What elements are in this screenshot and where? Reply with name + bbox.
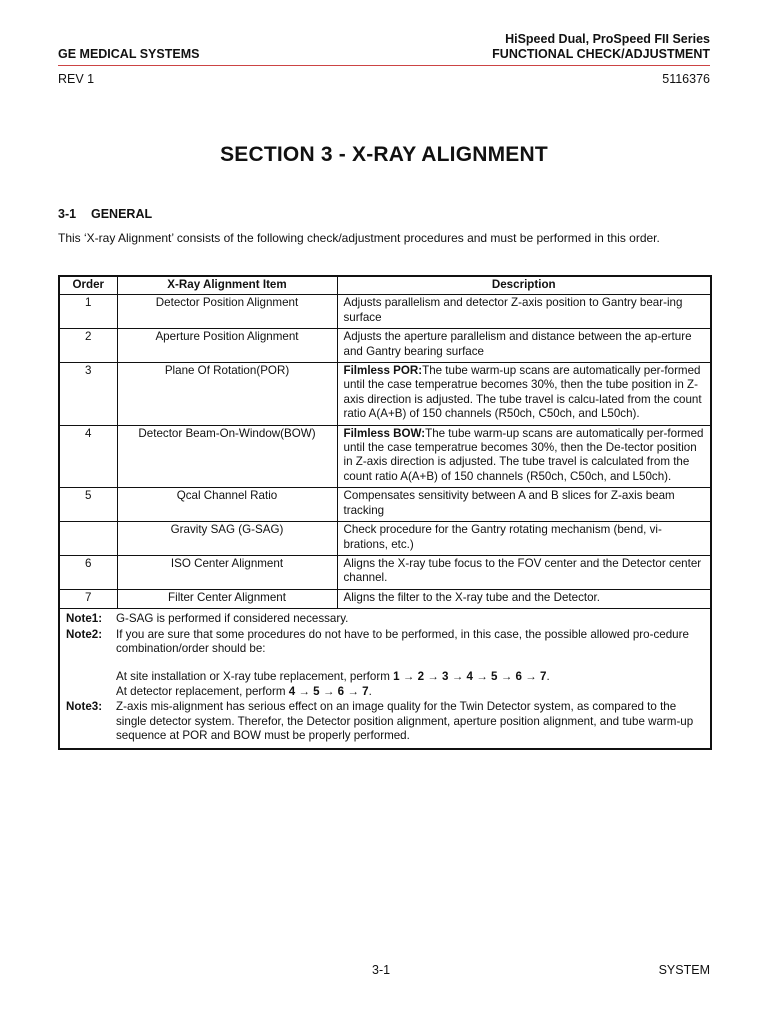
- note-2-text: If you are sure that some procedures do not have to be performed, in this case, the possible allowed pro-cedure combination/order should be:: [116, 627, 689, 655]
- table-row: [59, 488, 711, 522]
- row-order: [59, 522, 117, 556]
- row-description: [337, 425, 711, 488]
- row-description-lead: Filmless BOW:: [343, 426, 426, 440]
- alignment-table: [58, 275, 712, 750]
- row-order: 4: [59, 425, 117, 488]
- table-row: [59, 363, 711, 426]
- note-2-site-text: At site installation or X-ray tube replacement, perform: [116, 670, 394, 684]
- row-order: 3: [59, 363, 117, 426]
- header-doc-type: FUNCTIONAL CHECK/ADJUSTMENT: [492, 47, 710, 61]
- row-item: Aperture Position Alignment: [117, 329, 337, 363]
- note-3-text: Z-axis mis-alignment has serious effect on an image quality for the Twin Detector system, as compared to the single detector system. Therefor, the Detector position alignment, aperture position alignment, and tube warm-up sequence at POR and BOW must be properly performed.: [116, 700, 694, 742]
- footer-page-number: 3-1: [372, 963, 391, 977]
- header-order: Order: [59, 276, 117, 295]
- row-order: 5: [59, 488, 117, 522]
- row-description-text: Adjusts parallelism and detector Z-axis position to Gantry bear-ing surface: [343, 296, 683, 324]
- table-row: [59, 522, 711, 556]
- row-order: 1: [59, 295, 117, 329]
- row-description-text: Check procedure for the Gantry rotating mechanism (bend, vi-brations, etc.): [343, 523, 662, 551]
- note-3: [66, 700, 704, 743]
- table-row: [59, 589, 711, 608]
- note-2-body: [116, 628, 704, 700]
- header-rule: [58, 65, 710, 66]
- row-description-text: The tube warm-up scans are automatically per-formed until the case temperatrue becomes 30%, then the tube position in Z-axis direction is adjusted. The tube travel is calcu-lated from the count ratio A(A+B) of 150 channels (R50ch, C50ch, and L50ch).: [343, 364, 702, 421]
- footer-label: SYSTEM: [658, 963, 710, 977]
- row-item: Detector Beam-On-Window(BOW): [117, 425, 337, 488]
- header-item: X-Ray Alignment Item: [117, 276, 337, 295]
- note-2-site-line: At site installation or X-ray tube replacement, perform 1 → 2 → 3 → 4 → 5 → 6 → 7.: [116, 670, 550, 684]
- header-description: Description: [337, 276, 711, 295]
- header-series: HiSpeed Dual, ProSpeed FII Series: [505, 32, 710, 46]
- row-description: [337, 295, 711, 329]
- row-description-text: Compensates sensitivity between A and B slices for Z-axis beam tracking: [343, 489, 675, 517]
- row-description: [337, 589, 711, 608]
- row-description: [337, 363, 711, 426]
- section-number: 3-1: [58, 207, 77, 221]
- note-2-detector-text: At detector replacement, perform: [116, 684, 289, 698]
- note-1-label: Note1:: [66, 612, 103, 626]
- section-name: GENERAL: [91, 207, 153, 221]
- row-description: [337, 522, 711, 556]
- note-1-text: G-SAG is performed if considered necessary.: [116, 612, 349, 626]
- row-description: [337, 329, 711, 363]
- row-description-text: Adjusts the aperture parallelism and distance between the ap-erture and Gantry bearing surface: [343, 330, 692, 358]
- table-row: [59, 555, 711, 589]
- intro-paragraph: This ‘X-ray Alignment’ consists of the following check/adjustment procedures and must be performed in this order.: [58, 231, 660, 245]
- row-item: Qcal Channel Ratio: [117, 488, 337, 522]
- table-header-row: [59, 276, 711, 295]
- table-row: [59, 425, 711, 488]
- table-row: [59, 295, 711, 329]
- row-description-text: Aligns the filter to the X-ray tube and the Detector.: [343, 590, 600, 604]
- revision-label: REV 1: [58, 72, 95, 86]
- row-item: ISO Center Alignment: [117, 555, 337, 589]
- header-company: GE MEDICAL SYSTEMS: [58, 47, 200, 61]
- note-2-spacer: [116, 656, 704, 670]
- table-row: [59, 329, 711, 363]
- note-2: [66, 628, 704, 700]
- page-title: SECTION 3 - X-RAY ALIGNMENT: [220, 143, 548, 166]
- row-order: 6: [59, 555, 117, 589]
- row-item: Gravity SAG (G-SAG): [117, 522, 337, 556]
- row-order: 7: [59, 589, 117, 608]
- row-order: 2: [59, 329, 117, 363]
- row-description-text: Aligns the X-ray tube focus to the FOV center and the Detector center channel.: [343, 556, 702, 585]
- row-item: Plane Of Rotation(POR): [117, 363, 337, 426]
- note-3-label: Note3:: [66, 700, 103, 714]
- note-2-detector-line: At detector replacement, perform 4 → 5 → 6 → 7.: [116, 684, 372, 698]
- note-2-label: Note2:: [66, 627, 103, 641]
- row-description-text: The tube warm-up scans are automatically per-formed until the case temperatrue becomes 30%, then the De-tector position in Z-axis direction is adjusted. The tube travel is calculated from the count ratio A(A+B) of 150 channels (R50ch, C50ch, and L50ch).: [343, 426, 704, 483]
- note-2-site-sequence: 1 → 2 → 3 → 4 → 5 → 6 → 7: [393, 670, 547, 684]
- note-2-detector-sequence: 4 → 5 → 6 → 7: [288, 684, 369, 698]
- row-description: [337, 555, 711, 589]
- notes-row: [59, 609, 711, 750]
- row-description: [337, 488, 711, 522]
- row-item: Detector Position Alignment: [117, 295, 337, 329]
- row-description-lead: Filmless POR:: [343, 364, 423, 378]
- note-1: [66, 612, 704, 626]
- section-heading: [58, 207, 152, 221]
- notes-cell: [59, 609, 711, 750]
- row-item: Filter Center Alignment: [117, 589, 337, 608]
- document-number: 5116376: [662, 72, 710, 86]
